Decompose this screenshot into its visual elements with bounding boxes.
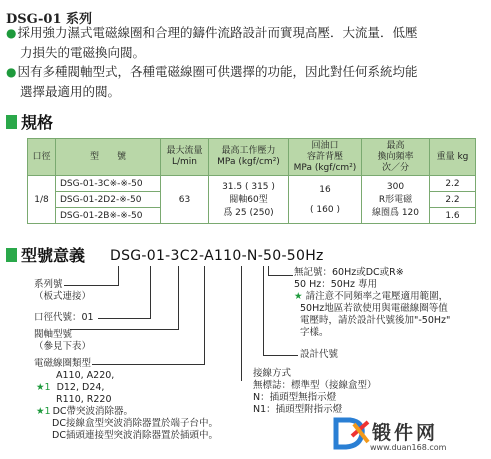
th-model: 型 號 bbox=[56, 139, 161, 176]
watermark-text: 锻件网 bbox=[372, 422, 439, 444]
cell-back: 16 ( 160 ) bbox=[289, 176, 362, 224]
star-mark: ★1 bbox=[36, 406, 51, 417]
series-title: DSG-01 系列 bbox=[6, 12, 93, 27]
spec-section-title: 規格 bbox=[6, 110, 53, 133]
bullet-dot-icon: ● bbox=[6, 65, 17, 79]
connector-line bbox=[268, 275, 293, 276]
watermark-logo-icon bbox=[332, 414, 372, 456]
connector-line bbox=[178, 266, 179, 330]
green-square-icon bbox=[6, 248, 17, 262]
green-square-icon bbox=[6, 115, 17, 129]
th-flow: 最大流量 L/min bbox=[161, 139, 209, 176]
cell-model: DSG-01-2D2-※-50 bbox=[56, 192, 161, 208]
watermark-url: www.duan168.com bbox=[370, 443, 447, 452]
label-coil: 電磁線圈類型 A110, A220, ★1 D12, D24, R110, R220 ★1 DC帶突波消除器。 DC接線盒型突波消除器置於端子台中。 DC插頭連接型突波消除器置於插頭中。 bbox=[34, 358, 218, 441]
label-frequency: 無記號：60Hz或DC或R※ 50 Hz：50Hz 專用 ★ 請注意不同頻率之電壓適用範圍， 50Hz地區若欲使用與電磁線圈等值 電壓時，請於設計代號後加"-50Hz" 字樣。 bbox=[294, 267, 451, 338]
connector-line bbox=[263, 355, 298, 356]
connector-line bbox=[268, 266, 269, 275]
spec-table bbox=[27, 138, 476, 224]
bullet-dot-icon: ● bbox=[6, 26, 17, 40]
label-port: 口徑代號：01 bbox=[34, 312, 94, 323]
th-freq: 最高 換向頻率 次／分 bbox=[362, 139, 430, 176]
label-wiring: 接線方式 無標誌：標準型（接線盒型） N：插頭型無指示燈 N1：插頭型附指示燈 bbox=[253, 368, 377, 415]
bullet-1 bbox=[6, 23, 418, 62]
connector-line bbox=[204, 266, 205, 365]
cell-freq: 300 R形電磁 線圈爲 120 bbox=[362, 176, 430, 224]
label-design: 設計代號 bbox=[300, 349, 339, 360]
model-code: DSG-01-3C2-A110-N-50-50Hz bbox=[110, 248, 324, 264]
star-mark: ★1 bbox=[36, 382, 51, 393]
connector-line bbox=[263, 266, 264, 355]
bullet-2 bbox=[6, 62, 418, 101]
th-pressure: 最高工作壓力 MPa (kgf/cm²) bbox=[209, 139, 289, 176]
cell-model: DSG-01-3C※-※-50 bbox=[56, 176, 161, 192]
connector-line bbox=[241, 266, 242, 381]
connector-line bbox=[118, 266, 119, 285]
th-port: 口徑 bbox=[28, 139, 56, 176]
cell-model: DSG-01-2B※-※-50 bbox=[56, 208, 161, 224]
bullet-1-line-1: 採用強力濕式電磁線圈和合理的鑄件流路設計而實現高壓．大流量．低壓 bbox=[17, 25, 418, 40]
bullet-2-line-1: 因有多種閥軸型式，各種電磁線圈可供選擇的功能，因此對任何系統均能 bbox=[17, 64, 418, 79]
connector-line bbox=[98, 318, 151, 319]
th-back: 回油口 容許背壓 MPa (kgf/cm²) bbox=[289, 139, 362, 176]
cell-port: 1/8 bbox=[28, 176, 56, 224]
label-series: 系列號 （板式連接） bbox=[34, 279, 92, 302]
cell-weight: 1.6 bbox=[430, 208, 476, 224]
bullet-2-line-2: 選擇最適用的閥。 bbox=[20, 84, 121, 99]
label-spool: 閥軸型號 （參見下表） bbox=[34, 329, 92, 352]
cell-weight: 2.2 bbox=[430, 192, 476, 208]
bullet-1-line-2: 力損失的電磁換向閥。 bbox=[20, 45, 146, 60]
th-weight: 重量 kg bbox=[430, 139, 476, 176]
star-mark: ★ bbox=[294, 291, 303, 302]
cell-flow: 63 bbox=[161, 176, 209, 224]
cell-weight: 2.2 bbox=[430, 176, 476, 192]
connector-line bbox=[150, 266, 151, 319]
model-code-section-title: 型號意義 bbox=[6, 243, 85, 266]
cell-pressure: 31.5 ( 315 ) 閥軸60型 爲 25 (250) bbox=[209, 176, 289, 224]
